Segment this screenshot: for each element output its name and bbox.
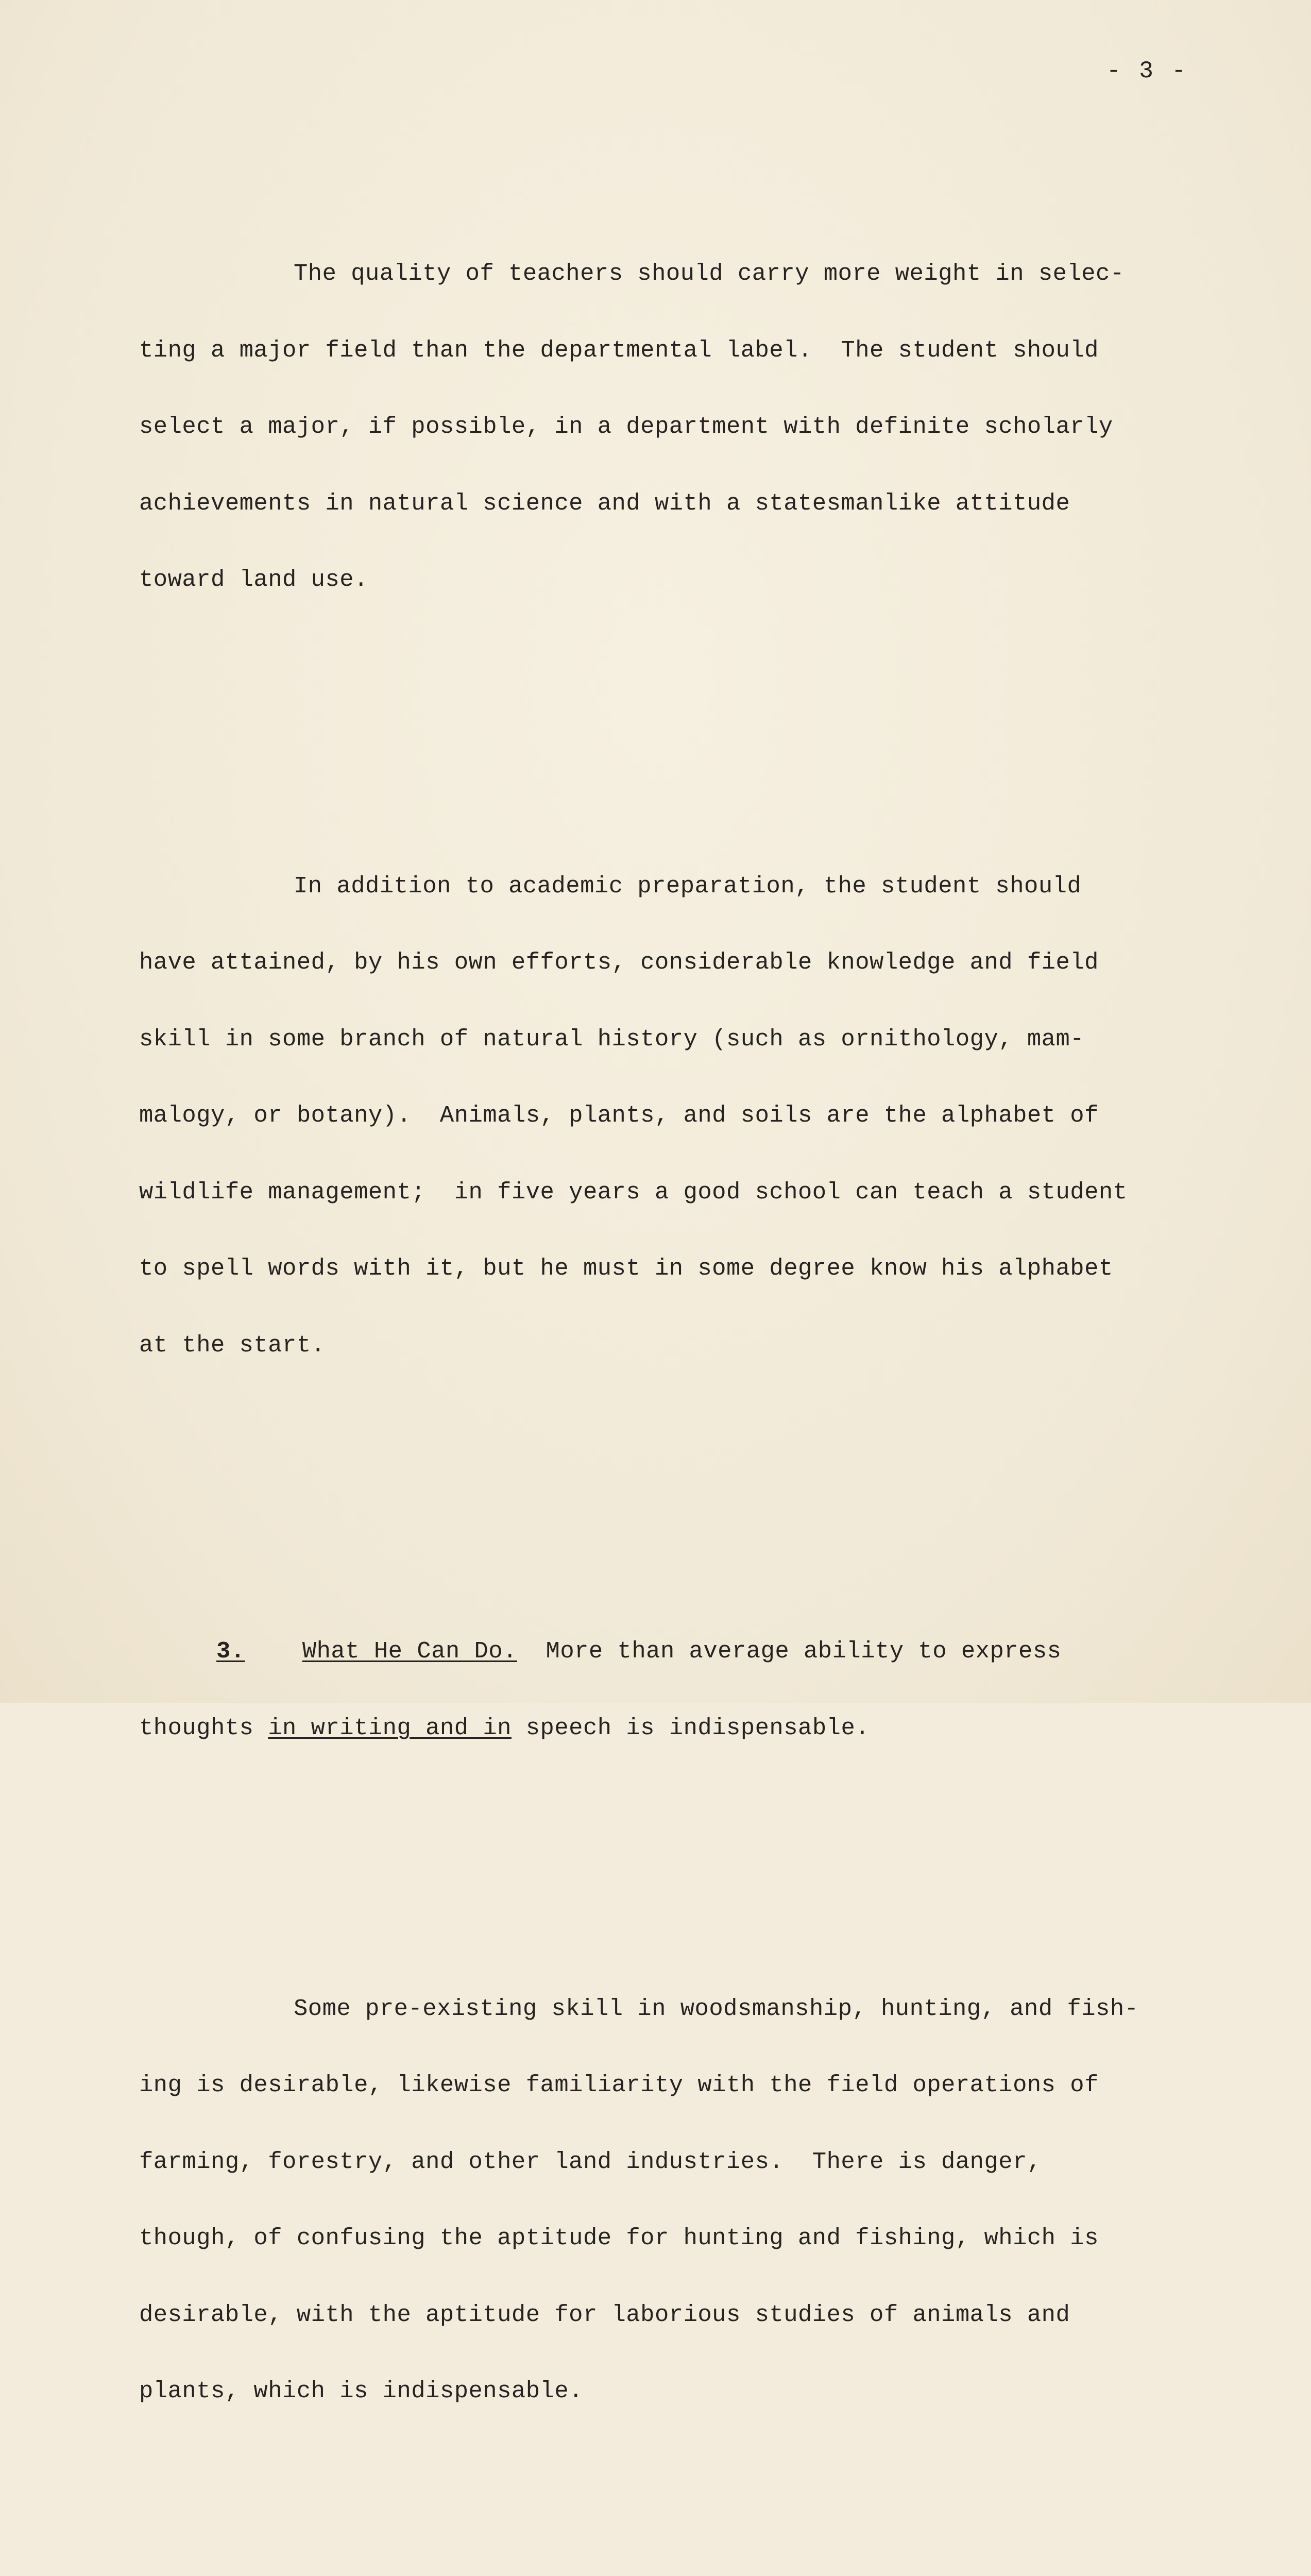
text-line: malogy, or botany). Animals, plants, and soils are the alphabet of xyxy=(139,1102,1099,1129)
text-line: farming, forestry, and other land industries. There is danger, xyxy=(139,2148,1042,2175)
text-fragment: More than average ability to express xyxy=(517,1638,1062,1665)
text-line: to spell words with it, but he must in some degree know his alphabet xyxy=(139,1255,1113,1282)
paragraph-woodsmanship xyxy=(139,1945,1221,2455)
text-line: ing is desirable, likewise familiarity with the field operations of xyxy=(139,2072,1099,2098)
paragraph-academic-preparation xyxy=(139,823,1221,1410)
text-line: ting a major field than the departmental label. The student should xyxy=(139,336,1099,364)
text-line: plants, which is indispensable. xyxy=(139,2378,583,2404)
underlined-phrase: in writing and in xyxy=(268,1714,512,1741)
text-line xyxy=(139,1716,1221,1741)
paragraph-teachers xyxy=(139,210,1221,644)
text-fragment: speech is indispensable. xyxy=(511,1714,870,1741)
section-what-he-can-do xyxy=(139,1588,1221,1792)
text-line: In addition to academic preparation, the student should xyxy=(294,872,1082,900)
section-number: 3. xyxy=(216,1638,245,1665)
page-number: - 3 - xyxy=(1106,58,1188,84)
page-body xyxy=(139,108,1221,2576)
text-line: though, of confusing the aptitude for hunting and fishing, which is xyxy=(139,2225,1099,2251)
text-line: toward land use. xyxy=(139,566,368,593)
text-line: The quality of teachers should carry more weight in selec- xyxy=(294,260,1125,287)
text-line: skill in some branch of natural history (such as ornithology, mam- xyxy=(139,1025,1085,1053)
text-fragment: thoughts xyxy=(139,1714,268,1741)
text-line: have attained, by his own efforts, considerable knowledge and field xyxy=(139,949,1099,976)
text-line: wildlife management; in five years a good school can teach a student xyxy=(139,1178,1128,1206)
text-line: at the start. xyxy=(139,1331,326,1359)
text-line: desirable, with the aptitude for laborious studies of animals and xyxy=(139,2301,1070,2328)
section-title: What He Can Do. xyxy=(302,1638,517,1665)
text-line: select a major, if possible, in a department with definite scholarly xyxy=(139,413,1113,440)
text-line: Some pre-existing skill in woodsmanship, hunting, and fish- xyxy=(294,1995,1139,2022)
section-heading-line xyxy=(139,1639,1221,1665)
text-line: achievements in natural science and with a statesmanlike attitude xyxy=(139,489,1070,517)
